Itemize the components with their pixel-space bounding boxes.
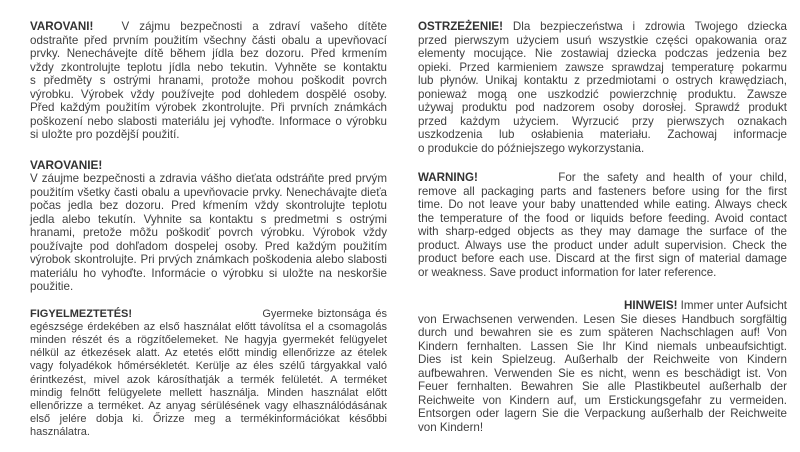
slovak-line: hranami, pretože môžu poškodiť povrch výrobku. Výrobok vždy: [30, 226, 387, 239]
polish-first-line-text: Dla bezpieczeństwa i zdrowia Twojego dziecka: [512, 20, 787, 33]
czech-line: poškození nebo slabosti materiálu jej vyhoďte. Informace o výrobku: [30, 114, 387, 128]
german-line: Kindern fernhalten. Lassen Sie Ihr Kind niemals unbeaufsichtigt.: [418, 339, 787, 353]
english-line: remove all packaging parts and fasteners before using for the first: [418, 184, 787, 198]
english-line: with sharp-edged objects as they may damage the surface of the: [418, 225, 787, 238]
hungarian-line: vagy folyadékok hőmérsékletét. Kerülje az éles szélű tárgyakkal való: [30, 360, 387, 373]
polish-heading: OSTRZEŻENIE!: [418, 20, 504, 33]
polish-line: elementy mocujące. Nie zostawiaj dziecka podczas jedzenia bez: [418, 47, 787, 60]
hungarian-line: mindig felnőtt felügyelete mellett használja. Minden használat előtt: [30, 386, 387, 399]
czech-first-line-text: V zájmu bezpečnosti a zdraví vašeho dítěte: [121, 20, 387, 33]
hungarian-first-line-text: Gyermeke biztonsága és: [262, 307, 387, 320]
czech-line: [30, 20, 387, 34]
czech-line: s předměty s ostrými hranami, protože mohou poškodit povrch: [30, 74, 387, 87]
german-line: von Kindern!: [418, 420, 484, 434]
german-line: Feuer fernhalten. Bewahren Sie alle Plastikbeutel außerhalb der: [418, 380, 787, 393]
section-english: [418, 171, 787, 279]
english-line: time. Do not leave your baby unattended while eating. Always check: [418, 198, 787, 211]
slovak-line: výrobok skontrolujte. Pri prvých známkach poškodenia alebo slabosti: [30, 253, 387, 266]
czech-line: odstraňte před prvním použitím všechny části obalu a upevňovací: [30, 33, 387, 47]
czech-line: vždy zkontrolujte teplotu jídla nebo tekutin. Vyhněte se kontaktu: [30, 60, 387, 74]
english-heading: WARNING!: [418, 171, 478, 184]
polish-line: używaj produktu pod nadzorem osoby dorosłej. Sprawdź produkt: [418, 101, 787, 114]
slovak-heading: VAROVANIE!: [30, 157, 103, 172]
hungarian-heading: FIGYELMEZTETÉS!: [30, 307, 133, 320]
polish-line: opieki. Przed karmieniem zawsze sprawdzaj temperaturę pokarmu: [418, 60, 787, 74]
slovak-line: použitie.: [30, 280, 74, 293]
hungarian-line: használatra.: [30, 426, 90, 439]
hungarian-line: minden részét és a rögzítőelemeket. Ne hagyja gyermekét felügyelet: [30, 333, 387, 346]
polish-line: przed pierwszym użyciem usuń wszystkie części opakowania oraz: [418, 33, 787, 47]
german-heading: HINWEIS!: [623, 299, 678, 312]
german-line: von Erwachsenen verwenden. Lesen Sie dieses Handbuch sorgfältig: [418, 312, 787, 326]
polish-line: lub płynów. Unikaj kontaktu z przedmiotami o ostrych krawędziach,: [418, 74, 787, 87]
hungarian-line: nélkül az étkezések alatt. Az etetés előtt mindig ellenőrizze az ételek: [30, 347, 387, 360]
czech-line: prvky. Nenechávejte dítě během jídla bez dozoru. Před krmením: [30, 47, 387, 60]
german-line: [418, 299, 787, 313]
english-line: product before each use. Discard at the first sign of material damage: [418, 252, 787, 265]
polish-line: przed każdym użyciem. Wyrzucić przy pierwszych oznakach: [418, 114, 787, 128]
german-first-line-text: Immer unter Aufsicht: [680, 299, 787, 312]
polish-line: o produkcie do późniejszego wykorzystania.: [418, 141, 645, 155]
section-hungarian: [30, 308, 387, 440]
czech-line: si uložte pro pozdější použití.: [30, 128, 180, 141]
german-line: durch und bewahren sie es zum späteren Nachschlagen auf! Von: [418, 326, 787, 339]
czech-line: výrobku. Výrobek vždy používejte pod dohledem dospělé osoby.: [30, 87, 387, 101]
right-column: [418, 20, 787, 452]
polish-line: ponieważ mogą one uszkodzić powierzchnię produktu. Zawsze: [418, 87, 787, 101]
hungarian-line: ellenőrizze a terméket. Az anyag sérülésének vagy elhasználódásának: [30, 399, 387, 412]
section-slovak: [30, 159, 387, 294]
czech-heading: VAROVANI!: [30, 20, 94, 33]
slovak-line: materiálu ho vyhoďte. Informácie o výrobku si uložte na neskoršie: [30, 266, 387, 280]
german-line: aufbewahren. Verwenden Sie es nicht, wenn es beschädigt ist. Von: [418, 366, 787, 380]
hungarian-line: érintkezést, mivel azok károsíthatják a termék felületét. A terméket: [30, 373, 387, 386]
slovak-line: používajte pod dohľadom dospelej osoby. Pred každým použitím: [30, 239, 387, 253]
czech-line: Před každým použitím výrobek zkontrolujte. Při prvních známkách: [30, 101, 387, 114]
section-polish: [418, 20, 787, 155]
german-line: Reichweite von Kindern auf, um Erstickungsgefahr zu vermeiden.: [418, 393, 787, 407]
section-czech: [30, 20, 387, 142]
left-column: [30, 20, 387, 452]
english-first-line-text: For the safety and health of your child,: [558, 171, 787, 184]
slovak-line: jedla alebo tekutín. Vyhnite sa kontaktu s predmetmi s ostrými: [30, 212, 387, 226]
section-german: [418, 299, 787, 434]
slovak-line: použitím všetky časti obalu a upevňovacie prvky. Nenechávajte dieťa: [30, 185, 387, 199]
hungarian-line: [30, 308, 387, 321]
english-line: product. Always use the product under adult supervision. Check the: [418, 238, 787, 252]
german-line: Entsorgen oder lagern Sie die Verpackung außerhalb der Reichweite: [418, 407, 787, 420]
english-line: the temperature of the food or liquids before feeding. Avoid contact: [418, 211, 787, 225]
slovak-line: počas jedla bez dozoru. Pred kŕmením vždy skontrolujte teplotu: [30, 199, 387, 212]
hungarian-line: első jelére dobja ki. Őrizze meg a termékinformációkat későbbi: [30, 413, 387, 426]
slovak-line: V záujme bezpečnosti a zdravia vášho dieťata odstráňte pred prvým: [30, 172, 387, 185]
hungarian-line: egészsége érdekében az első használat előtt távolítsa el a csomagolás: [30, 320, 387, 333]
english-line: or weakness. Save product information for later reference.: [418, 265, 717, 279]
polish-line: [418, 20, 787, 34]
german-line: Dies ist kein Spielzeug. Außerhalb der Reichweite von Kindern: [418, 353, 787, 366]
polish-line: uszkodzenia lub osłabienia materiału. Zachowaj informacje: [418, 128, 787, 141]
english-line: [418, 171, 787, 185]
